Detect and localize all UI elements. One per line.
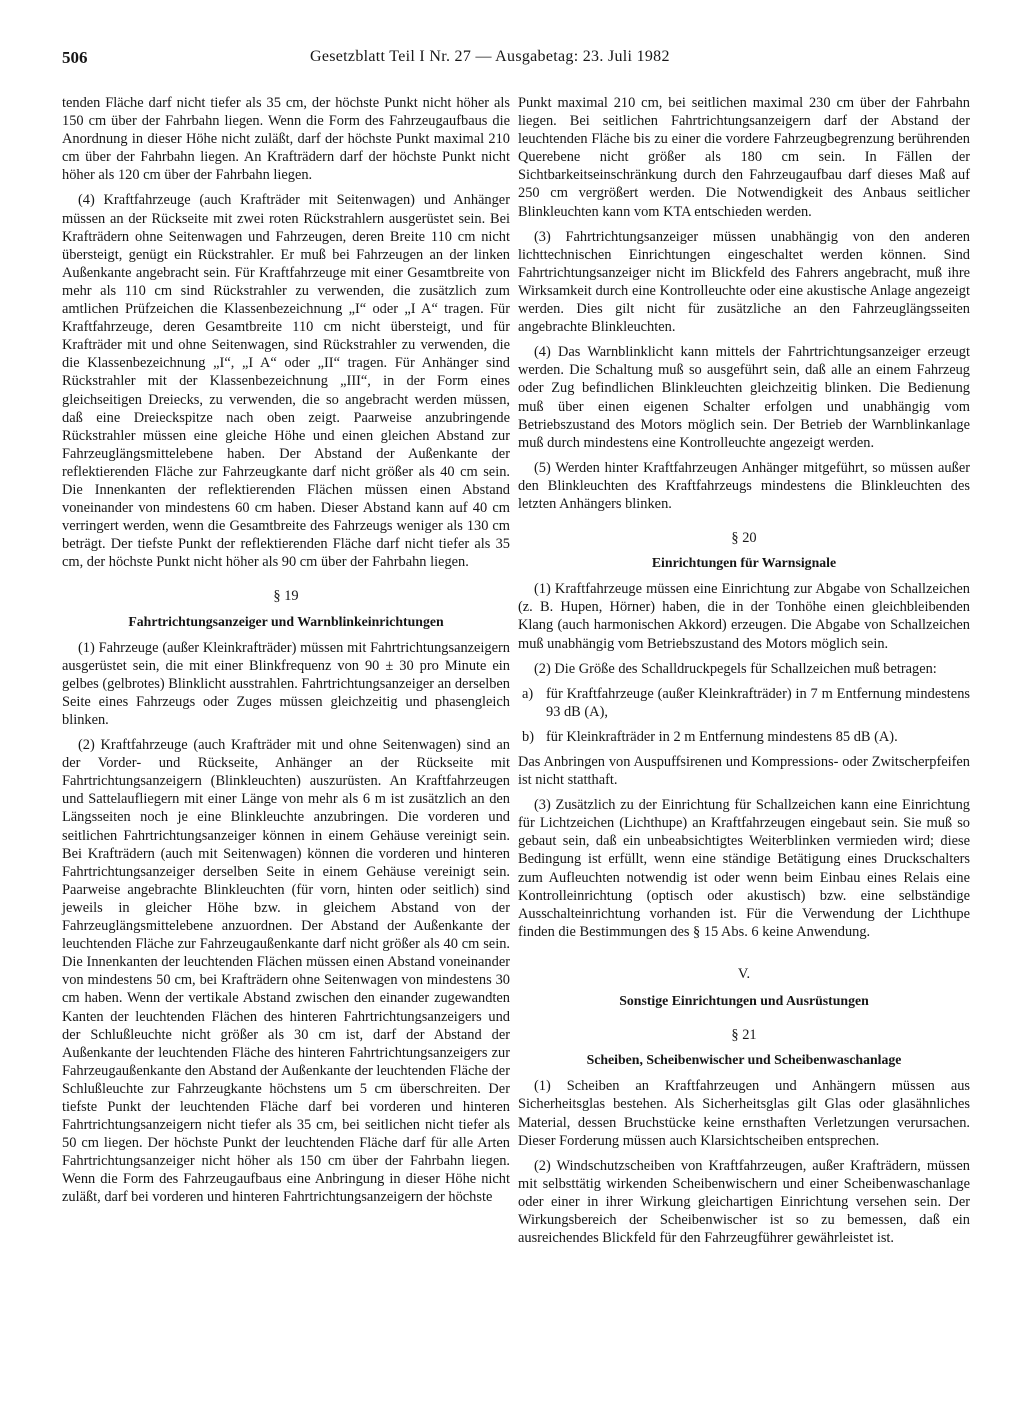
left-column — [62, 94, 510, 1214]
part-5-title: Sonstige Einrichtungen und Ausrüstungen — [619, 993, 869, 1009]
section-19-title: Fahrtrichtungsanzeiger und Warnblinkeinrichtungen — [128, 613, 444, 629]
right-column — [518, 94, 970, 1254]
section-19-paragraph-1: (1) Fahrzeuge (außer Kleinkrafträder) müssen mit Fahrtrichtungsanzeigern ausgerüstet sein, die mit einer Blinkfrequenz von 90 ± 30 pro Minute ein gelbes (gelbrotes) Blinklicht ausstrahlen. Fahrtrichtungsanzeiger an derselben Seite eines Fahrzeugs oder Zuges müssen gleichzeitig und phasengleich blinken. — [62, 639, 510, 728]
section-19-number: § 19 — [273, 588, 299, 605]
paragraph-continuation: Punkt maximal 210 cm, bei seitlichen maximal 230 cm über der Fahrbahn liegen. Bei seitlichen Fahrtrichtungsanzeigern darf der Abstand der leuchtenden Fläche bis zu einer die vordere Fahrzeugbegrenzung berührenden Querebene nicht größer als 180 cm sein. In Fällen der Sichtbarkeitseinschränkung durch den Fahrzeugaufbau darf dieses Maß auf 250 cm vergrößert werden. Die Notwendigkeit des Anbaus seitlicher Blinkleuchten kann vom KTA entschieden werden. — [518, 95, 970, 220]
paragraph-4-reflectors: (4) Kraftfahrzeuge (auch Krafträder mit Seitenwagen) und Anhänger müssen an der Rückseite mit zwei roten Rückstrahlern ausgerüstet sein. Bei Krafträdern ohne Seitenwagen und Fahrzeugen, deren Breite 110 cm nicht übersteigt, genügt ein Rückstrahler. Er muß bei Fahrzeugen an der linken Außenkante angebracht sein. Für Kraftfahrzeuge mit einer Gesamtbreite von mehr als 110 cm sind Rückstrahler zu verwenden, die zusätzlich zum amtlichen Prüfzeichen die Klassenbezeichnung „I“ oder „I A“ tragen. Für Kraftfahrzeuge, deren Gesamtbreite 110 cm nicht übersteigt, und für Krafträder mit und ohne Seitenwagen, sind Rückstrahler zu verwenden, die die Klassenbezeichnung „I“, „I A“ oder „II“ tragen. Für Anhänger sind Rückstrahler mit der Klassenbezeichnung „III“, in der Form eines gleichseitigen Dreiecks, zu verwenden, die so angebracht werden müssen, daß eine Dreieckspitze nach oben zeigt. Paarweise anzubringende Rückstrahler müssen eine gleiche Höhe und einen gleichen Abstand zur Fahrzeuglängsmittelebene haben. Der Abstand der Außenkante der reflektierenden Fläche zur Fahrzeugkante darf nicht größer als 40 cm sein. Die Innenkanten der reflektierenden Flächen müssen einen Abstand voneinander von mindestens 60 cm haben. Dieser Abstand kann auf 40 cm verringert werden, wenn die Gesamtbreite des Fahrzeugs weniger als 130 cm beträgt. Der tiefste Punkt der reflektierenden Fläche darf nicht tiefer als 35 cm, der höchste Punkt nicht höher als 90 cm über der Fahrbahn liegen. — [62, 192, 510, 571]
gazette-title: Gesetzblatt Teil I Nr. 27 — Ausgabetag: 23. Juli 1982 — [310, 48, 670, 65]
section-21-number: § 21 — [731, 1027, 757, 1044]
section-20-paragraph-1: (1) Kraftfahrzeuge müssen eine Einrichtung zur Abgabe von Schallzeichen (z. B. Hupen, Hörner) haben, die in der Tonhöhe einen gleichbleibenden Klang (auch harmonischen Akkord) erzeugen. Die Abgabe von Schallzeichen muß unabhängig vom Betriebszustand des Motors möglich sein. — [518, 581, 970, 652]
list-text-a: für Kraftfahrzeuge (außer Kleinkrafträder) in 7 m Entfernung mindestens 93 dB (A), — [546, 685, 970, 720]
section-20-number: § 20 — [731, 530, 757, 547]
page-number: 506 — [62, 48, 88, 67]
list-label-a: a) — [522, 685, 534, 702]
section-19-paragraph-2: (2) Kraftfahrzeuge (auch Krafträder mit und ohne Seitenwagen) sind an der Vorder- und Rückseite, Anhänger an der Rückseite mit Fahrtrichtungsanzeigern (Blinkleuchten) auszurüsten. An Kraftfahrzeugen und Sattelaufliegern mit einer Länge von mehr als 6 m ist zusätzlich an den Längsseiten noch je eine Blinkleuchte anzubringen. Die vorderen und seitlichen Fahrtrichtungsanzeiger können in einem Gehäuse vereinigt sein. Bei Krafträdern (auch mit Seitenwagen) können die vorderen und hinteren Fahrtrichtungsanzeiger derselben Seite in einem Gehäuse vereinigt sein. Paarweise angebrachte Blinkleuchten (für vorn, hinten oder seitlich) sind jeweils in gleicher Höhe bzw. in gleichem Abstand von der Fahrzeuglängsmittelebene anzuordnen. Der Abstand der Außenkante der leuchtenden Fläche zur Fahrzeugaußenkante darf nicht größer als 40 cm sein. Die Innenkanten der leuchtenden Flächen müssen einen Abstand voneinander von mindestens 50 cm, bei Krafträdern ohne Seitenwagen von mindestens 30 cm haben. Wenn der vertikale Abstand zwischen den einander zugewandten Kanten der leuchtenden Flächen des hinteren Fahrtrichtungsanzeigers und der Schlußleuchte nicht größer als 30 cm ist, darf der Abstand der Außenkante der leuchtenden Fläche des hinteren Fahrtrichtungsanzeigers zur Fahrzeugaußenkante den Abstand der Außenkante der leuchtenden Fläche der Schlußleuchte zur Fahrzeugkante höchstens um 5 cm überschreiten. Der tiefste Punkt der leuchtenden Fläche darf bei vorderen und hinteren Fahrtrichtungsanzeigern nicht tiefer als 35 cm, bei seitlichen nicht tiefer als 50 cm liegen. Der höchste Punkt der leuchtenden Fläche darf für alle Arten Fahrtrichtungsanzeiger nicht höher als 150 cm über der Fahrbahn liegen. Wenn die Form des Fahrzeugaufbaus eine Anbringung in dieser Höhe nicht zuläßt, darf bei vorderen und hinteren Fahrtrichtungsanzeigern der höchste — [62, 737, 510, 1206]
list-label-b: b) — [522, 728, 534, 745]
section-20-paragraph-3: (3) Zusätzlich zu der Einrichtung für Schallzeichen kann eine Einrichtung für Lichtzeichen (Lichthupe) an Kraftfahrzeugen eingebaut sein. Sie muß so gebaut sein, daß ein unbeabsichtigtes Weiterblinken vermieden wird; diese Bedingung ist erfüllt, wenn eine ständige Betätigung eines Druckschalters zum Aufleuchten notwendig ist oder wenn beim Einbau eines Relais eine Kontrolleinrichtung (optisch oder akustisch) bzw. eine selbständige Ausschalteinrichtung vorhanden ist. Für die Verwendung der Lichthupe finden die Bestimmungen des § 15 Abs. 6 keine Anwendung. — [518, 797, 970, 940]
section-21-paragraph-2: (2) Windschutzscheiben von Kraftfahrzeugen, außer Krafträdern, müssen mit selbsttätig wirkenden Scheibenwischern und einer Scheibenwaschanlage oder einer in ihrer Wirkung gleichartigen Einrichtung versehen sein. Der Wirkungsbereich der Scheibenwischer ist so zu bemessen, daß ein ausreichendes Blickfeld für den Fahrzeugführer gewährleistet ist. — [518, 1157, 970, 1247]
section-20-title: Einrichtungen für Warnsignale — [651, 555, 837, 571]
section-20-paragraph-2: (2) Die Größe des Schalldruckpegels für Schallzeichen muß betragen: — [534, 660, 937, 677]
section-20-paragraph-2-tail: Das Anbringen von Auspuffsirenen und Kompressions- oder Zwitscherpfeifen ist nicht statthaft. — [518, 754, 970, 789]
part-5-number: V. — [737, 965, 751, 982]
section-19-paragraph-4: (4) Das Warnblinklicht kann mittels der Fahrtrichtungsanzeiger erzeugt werden. Die Schaltung muß so ausgeführt sein, daß alle an einem Fahrzeug oder Zug befindlichen Blinkleuchten gleichzeitig blinken. Die Bedienung muß über einen eigenen Schalter erfolgen und unabhängig vom Betriebszustand des Motors möglich sein. Der Betrieb der Warnblinkanlage muß durch mindestens eine Kontrolleuchte angezeigt werden. — [518, 344, 970, 451]
page-header — [62, 48, 970, 72]
section-19-paragraph-5: (5) Werden hinter Kraftfahrzeugen Anhänger mitgeführt, so müssen außer den Blinkleuchten des Kraftfahrzeugs mindestens die Blinkleuchten des letzten Anhängers blinken. — [518, 459, 970, 512]
section-21-paragraph-1: (1) Scheiben an Kraftfahrzeugen und Anhängern müssen aus Sicherheitsglas bestehen. Als Sicherheitsglas gilt Glas oder glasähnliches Material, dessen Bruchstücke keine ernsthaften Verletzungen verursachen. Dieser Forderung müssen auch Klarsichtscheiben entsprechen. — [518, 1078, 970, 1149]
list-item-b — [518, 728, 970, 746]
list-item-a — [518, 685, 970, 721]
section-21-title: Scheiben, Scheibenwischer und Scheibenwaschanlage — [586, 1052, 902, 1068]
paragraph-continuation: tenden Fläche darf nicht tiefer als 35 cm, der höchste Punkt nicht höher als 150 cm über der Fahrbahn liegen. Wenn die Form des Fahrzeugaufbaus die Anordnung in dieser Höhe nicht zuläßt, darf der höchste Punkt maximal 210 cm über der Fahrbahn liegen. An Krafträdern darf der höchste Punkt nicht höher als 120 cm über der Fahrbahn liegen. — [62, 95, 510, 184]
section-19-paragraph-3: (3) Fahrtrichtungsanzeiger müssen unabhängig von den anderen lichttechnischen Einrichtungen eingeschaltet werden können. Sind Fahrtrichtungsanzeiger nicht im Blickfeld des Fahrers angebracht, muß ihre Wirksamkeit durch eine Kontrolleuchte oder eine akustische Anlage angezeigt werden. Dies gilt nicht für zusätzliche an den Fahrzeuglängsseiten angebrachte Blinkleuchten. — [518, 228, 970, 336]
list-text-b: für Kleinkrafträder in 2 m Entfernung mindestens 85 dB (A). — [546, 728, 898, 745]
